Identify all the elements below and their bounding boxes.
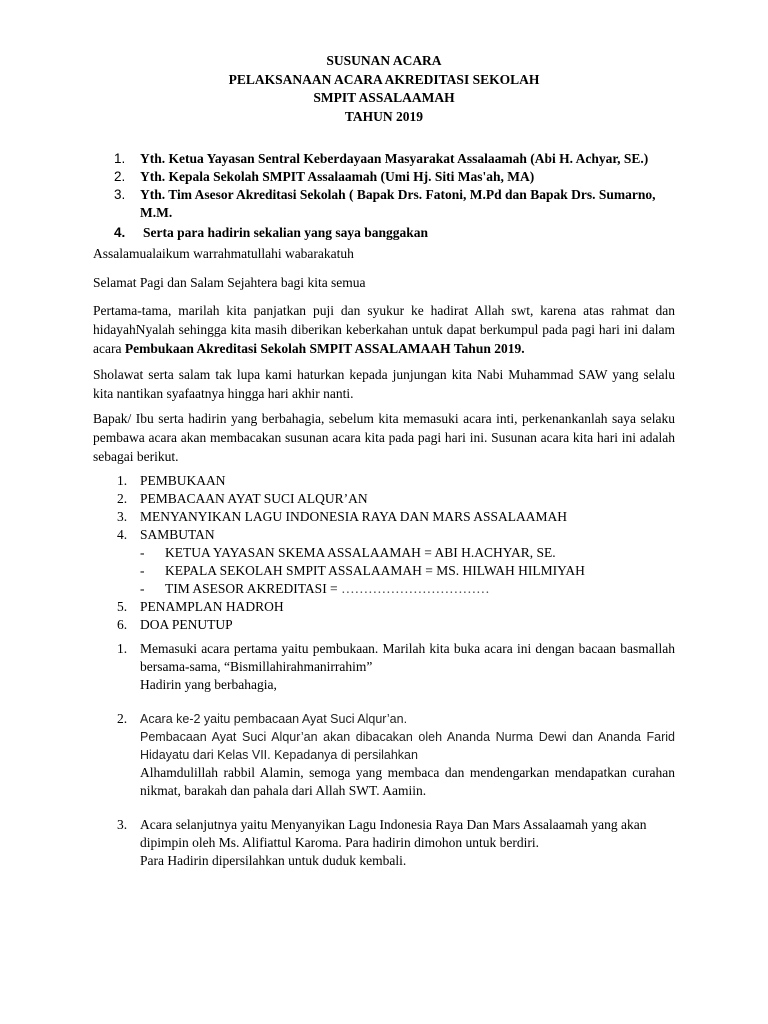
- addressee-item: [114, 224, 674, 242]
- section-number: 1.: [117, 641, 128, 656]
- paragraph-opening: [93, 301, 675, 358]
- paragraph-opening-text: Pertama-tama, marilah kita panjatkan puji dan syukur ke hadirat Allah swt, karena atas rahmat dan hidayahNyalah sehingga kita masih diberikan keberkahan untuk dapat berkumpul pada pagi hari ini dalam acara: [93, 303, 675, 356]
- agenda-text: DOA PENUTUP: [140, 617, 233, 632]
- section-line: Alhamdulillah rabbil Alamin, semoga yang membaca dan mendengarkan mendapatkan curahan nikmat, barakah dan pahala dari Allah SWT. Aamiin.: [140, 765, 675, 798]
- title-line-2: PELAKSANAAN ACARA AKREDITASI SEKOLAH: [228, 71, 540, 87]
- addressee-number: 3.: [114, 187, 126, 202]
- agenda-item: [117, 490, 585, 508]
- agenda-item: [117, 598, 585, 616]
- agenda-text: PEMBACAAN AYAT SUCI ALQUR’AN: [140, 491, 368, 506]
- section-pembukaan: [117, 640, 675, 694]
- section-line: Acara ke-2 yaitu pembacaan Ayat Suci Alqur’an.: [140, 712, 408, 726]
- title-line-1: SUSUNAN ACARA: [326, 53, 442, 68]
- agenda-item: [117, 526, 585, 544]
- agenda-number: 5.: [117, 599, 128, 614]
- title-line-3: SMPIT ASSALAAMAH: [313, 90, 455, 105]
- agenda-number: 3.: [117, 509, 128, 524]
- agenda-number: 2.: [117, 491, 128, 506]
- title-line-4: TAHUN 2019: [344, 108, 424, 124]
- sambutan-dash: -: [140, 581, 145, 596]
- sambutan-item: [117, 544, 585, 562]
- addressee-number: 2.: [114, 169, 126, 184]
- section-number: 2.: [117, 711, 128, 726]
- sambutan-item: [117, 580, 585, 598]
- addressee-number: 4.: [114, 225, 126, 240]
- greeting-pagi: Selamat Pagi dan Salam Sejahtera bagi kita semua: [93, 275, 366, 290]
- addressee-text: Serta para hadirin sekalian yang saya banggakan: [143, 225, 429, 240]
- agenda-item: [117, 508, 585, 526]
- addressee-item: [114, 150, 674, 168]
- addressee-item: [114, 168, 674, 186]
- agenda-number: 1.: [117, 473, 128, 488]
- greeting-salam: Assalamualaikum warrahmatullahi wabarakatuh: [93, 246, 354, 261]
- addressee-text: Yth. Tim Asesor Akreditasi Sekolah ( Bapak Drs. Fatoni, M.Pd dan Bapak Drs. Sumarno, M.M.: [140, 187, 656, 220]
- document-title: [0, 52, 768, 126]
- sambutan-dash: -: [140, 563, 145, 578]
- agenda-text: MENYANYIKAN LAGU INDONESIA RAYA DAN MARS ASSALAAMAH: [140, 509, 568, 524]
- paragraph-sholawat: Sholawat serta salam tak lupa kami haturkan kepada junjungan kita Nabi Muhammad SAW yang selalu kita nantikan syafaatnya hingga hari akhir nanti.: [93, 367, 675, 401]
- section-line: Pembacaan Ayat Suci Alqur’an akan dibacakan oleh Ananda Nurma Dewi dan Ananda Farid Hidayatu dari Kelas VII. Kepadanya di persilahkan: [140, 730, 675, 762]
- agenda-item: [117, 616, 585, 634]
- agenda-number: 4.: [117, 527, 128, 542]
- paragraph-opening-event: Pembukaan Akreditasi Sekolah SMPIT ASSALAMAAH Tahun 2019.: [124, 341, 525, 356]
- paragraph-intro: Bapak/ Ibu serta hadirin yang berbahagia, sebelum kita memasuki acara inti, perkenankanlah saya selaku pembawa acara akan membacakan susunan acara kita pada pagi hari ini. Susunan acara kita hari ini adalah sebagai berikut.: [93, 411, 675, 464]
- section-lagu: [117, 816, 675, 870]
- agenda-text: SAMBUTAN: [140, 527, 215, 542]
- addressee-list: [114, 150, 674, 242]
- section-line: Acara selanjutnya yaitu Menyanyikan Lagu Indonesia Raya Dan Mars Assalaamah yang akan dipimpin oleh Ms. Alifiattul Karoma. Para hadirin dimohon untuk berdiri.: [140, 817, 647, 850]
- agenda-text: PEMBUKAAN: [140, 473, 226, 488]
- sambutan-dash: -: [140, 545, 145, 560]
- agenda-list: [117, 472, 585, 634]
- section-line: Hadirin yang berbahagia,: [140, 677, 277, 692]
- section-number: 3.: [117, 817, 128, 832]
- section-line: Memasuki acara pertama yaitu pembukaan. Marilah kita buka acara ini dengan bacaan basmallah bersama-sama, “Bismillahirahmanirrahim”: [140, 641, 675, 674]
- section-line: Para Hadirin dipersilahkan untuk duduk kembali.: [140, 853, 407, 868]
- section-alquran: [117, 710, 675, 800]
- sambutan-item: [117, 562, 585, 580]
- addressee-number: 1.: [114, 151, 126, 166]
- sambutan-text: KETUA YAYASAN SKEMA ASSALAAMAH = ABI H.ACHYAR, SE.: [165, 545, 556, 560]
- agenda-text: PENAMPLAN HADROH: [140, 599, 284, 614]
- agenda-item: [117, 472, 585, 490]
- addressee-item: [114, 186, 674, 224]
- addressee-text: Yth. Ketua Yayasan Sentral Keberdayaan Masyarakat Assalaamah (Abi H. Achyar, SE.): [140, 151, 649, 166]
- addressee-text: Yth. Kepala Sekolah SMPIT Assalaamah (Umi Hj. Siti Mas'ah, MA): [140, 169, 535, 184]
- sambutan-text: KEPALA SEKOLAH SMPIT ASSALAAMAH = MS. HILWAH HILMIYAH: [165, 563, 585, 578]
- agenda-number: 6.: [117, 617, 128, 632]
- sambutan-dots: ……………………………: [341, 581, 490, 596]
- sambutan-text: TIM ASESOR AKREDITASI =: [165, 581, 342, 596]
